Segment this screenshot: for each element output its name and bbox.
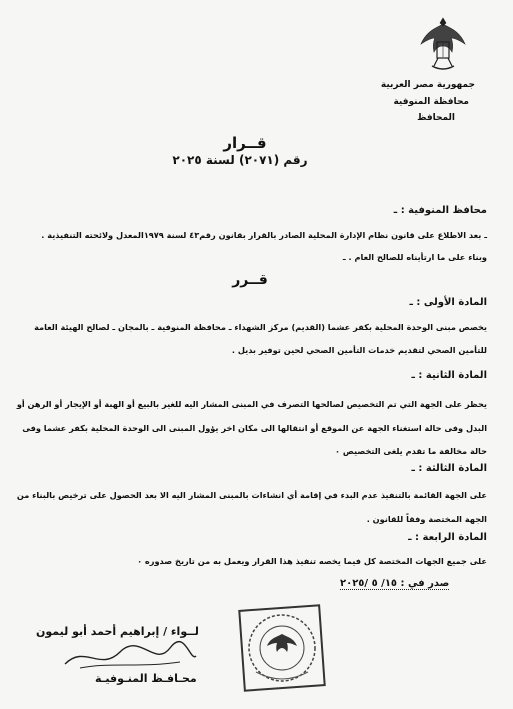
article-4-line-1: على جميع الجهات المختصة كل فيما يخصه تنفيذ هذا القرار ويعمل به من تاريخ صدوره ٠ xyxy=(137,556,487,566)
office-name: المحافظ xyxy=(417,113,455,123)
preamble-line-2: وبناء على ما ارتأيناه للصالح العام . ـ xyxy=(342,252,487,262)
signatory-title: محـافـظ المنـوفيـة xyxy=(95,672,197,685)
handwritten-signature-icon xyxy=(60,638,200,674)
article-4-heading: المادة الرابعة : ـ xyxy=(408,532,487,543)
article-1-heading: المادة الأولى : ـ xyxy=(409,297,487,308)
decides-title: قــرر xyxy=(232,272,268,288)
article-3-line-2: الجهة المختصة وفقاً للقانون . xyxy=(366,514,487,524)
preamble-line-1: ـ بعد الاطلاع على قانون نظام الإدارة المحلية الصادر بالقرار بقانون رقم٤٣ لسنة ١٩٧٩المعدل ولائحته التنفيذية . xyxy=(41,230,487,240)
governorate-name: محافظة المنوفية xyxy=(393,97,469,107)
country-name: جمهورية مصر العربية xyxy=(380,80,475,90)
article-2-heading: المادة الثانية : ـ xyxy=(411,370,487,381)
decree-number: رقم (٢٠٧١) لسنة ٢٠٢٥ xyxy=(172,153,308,167)
article-3-line-1: على الجهة القائمة بالتنفيذ عدم البدء في إقامة أي انشاءات بالمبنى المشار اليه الا بعد الحصول على ترخيص بالبناء من xyxy=(16,490,487,500)
article-1-line-2: للتأمين الصحي لتقديم خدمات التأمين الصحي لحين توفير بديل . xyxy=(231,345,487,355)
article-2-line-2: البدل وفى حالة استغناء الجهة عن الموقع أو انتقالها الى مكان اخر يؤول المبنى الى الوحدة المحلية بكفر عشما وفى xyxy=(22,423,487,433)
official-stamp-icon xyxy=(236,602,328,694)
eagle-emblem-icon xyxy=(418,14,468,78)
issue-date: صدر في : ١٥/ ٥ /٢٠٢٥ xyxy=(340,578,450,589)
signatory-name: لــواء / إبراهيم أحمد أبو ليمون xyxy=(36,625,199,638)
article-2-line-3: حالة مخالفة ما تقدم يلغى التخصيص ٠ xyxy=(335,446,487,456)
decree-title: قــرار xyxy=(223,134,267,152)
addressee-heading: محافظ المنوفية : ـ xyxy=(393,205,487,216)
article-1-line-1: يخصص مبنى الوحدة المحلية بكفر عشما (القديم) مركز الشهداء ـ محافظة المنوفية ـ بالمجان ـ لصالح الهيئة العامة xyxy=(34,322,487,332)
article-2-line-1: يحظر على الجهة التي تم التخصيص لصالحها التصرف في المبنى المشار اليه للغير بالبيع أو الهبة أو الإيجار أو الرهن أو xyxy=(16,399,487,409)
article-3-heading: المادة الثالثة : ـ xyxy=(411,463,487,474)
